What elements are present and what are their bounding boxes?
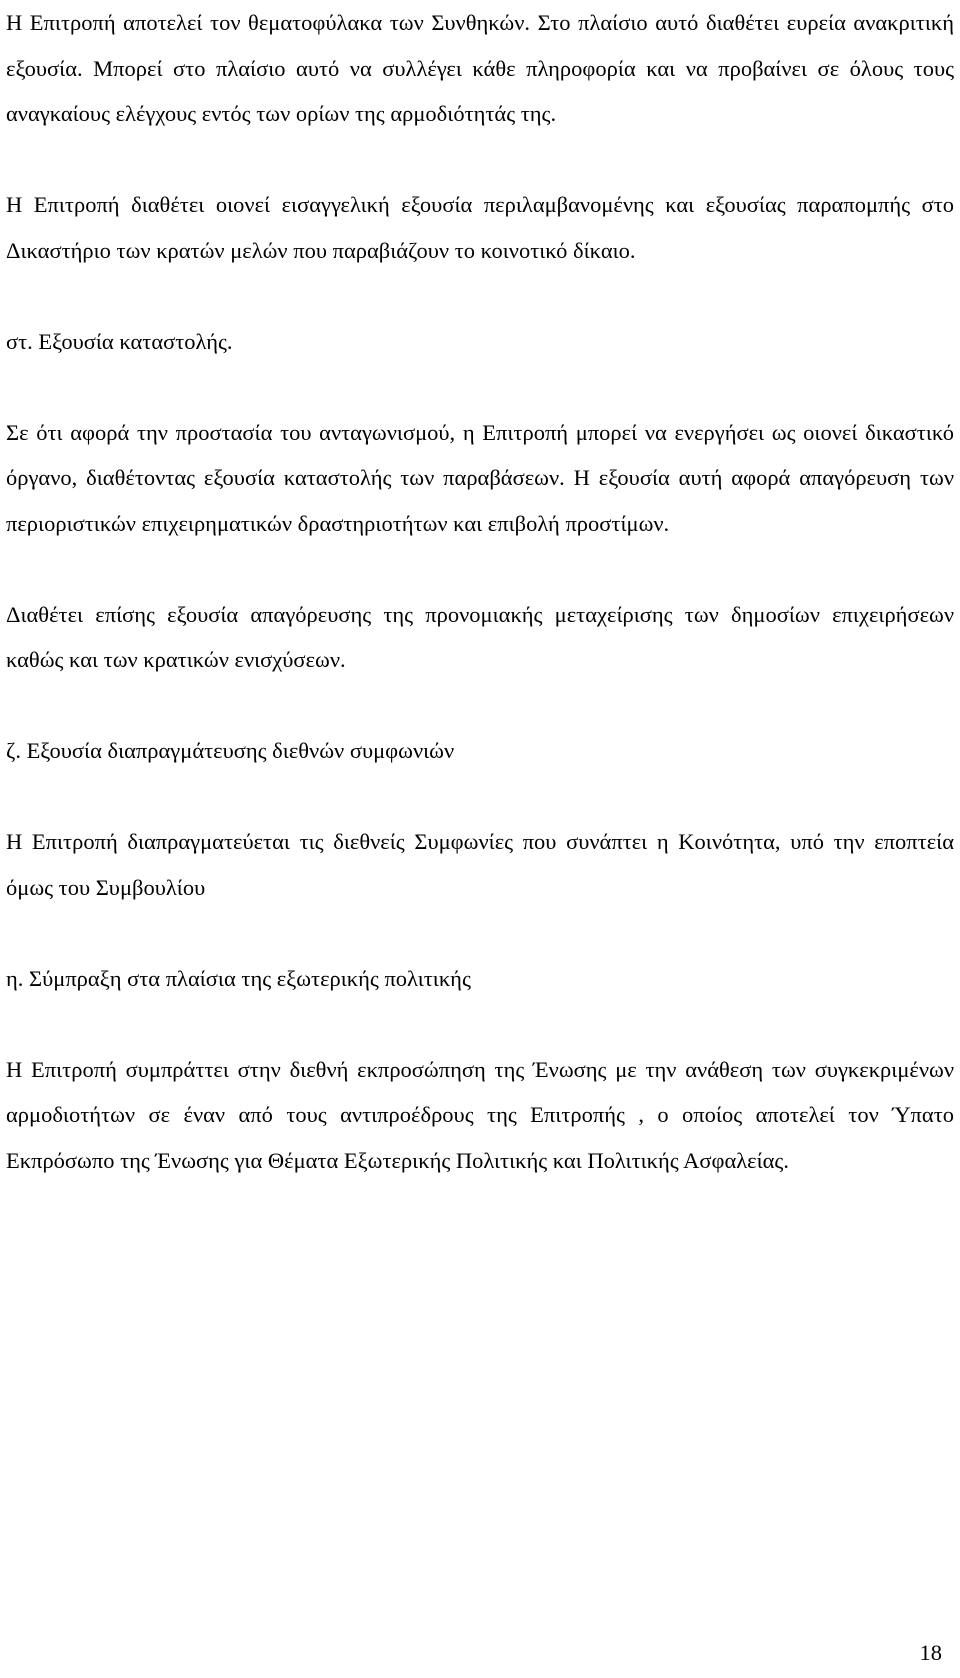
- paragraph-competition-protection: Σε ότι αφορά την προστασία του ανταγωνισμού, η Επιτροπή μπορεί να ενεργήσει ως οιονεί δικαστικό όργανο, διαθέτοντας εξουσία καταστολής των παραβάσεων. Η εξουσία αυτή αφορά απαγόρευση των περιοριστικών επιχειρηματικών δραστηριοτήτων και επιβολή προστίμων.: [6, 419, 954, 536]
- section-heading-negotiation-power: ζ. Εξουσία διαπραγμάτευσης διεθνών συμφωνιών: [6, 738, 455, 763]
- paragraph-spacer: [6, 774, 954, 820]
- paragraph-spacer: [6, 683, 954, 729]
- page-number: 18: [919, 1640, 942, 1665]
- section-heading-suppression-power: στ. Εξουσία καταστολής.: [6, 328, 233, 354]
- paragraph-spacer: [6, 1001, 954, 1047]
- paragraph-prosecutorial-power: Η Επιτροπή διαθέτει οιονεί εισαγγελική εξουσία περιλαμβανομένης και εξουσίας παραπομπής στο Δικαστήριο των κρατών μελών που παραβιάζουν το κοινοτικό δίκαιο.: [6, 192, 954, 263]
- paragraph-commission-guardian: Η Επιτροπή αποτελεί τον θεματοφύλακα των Συνθηκών. Στο πλαίσιο αυτό διαθέτει ευρεία ανακριτική εξουσία. Μπορεί στο πλαίσιο αυτό να συλλέγει κάθε πληροφορία και να προβαίνει σε όλους τους αναγκαίους ελέγχους εντός των ορίων της αρμοδιότητάς της.: [6, 10, 954, 126]
- section-heading-foreign-policy: η. Σύμπραξη στα πλαίσια της εξωτερικής πολιτικής: [6, 965, 471, 991]
- paragraph-international-agreements: Η Επιτροπή διαπραγματεύεται τις διεθνείς Συμφωνίες που συνάπτει η Κοινότητα, υπό την εποπτεία όμως του Συμβουλίου: [6, 829, 954, 900]
- paragraph-spacer: [6, 546, 954, 592]
- paragraph-spacer: [6, 364, 954, 410]
- paragraph-spacer: [6, 137, 954, 183]
- paragraph-state-aid: Διαθέτει επίσης εξουσία απαγόρευσης της προνομιακής μεταχείρισης των δημοσίων επιχειρήσεων καθώς και των κρατικών ενισχύσεων.: [6, 601, 954, 672]
- paragraph-spacer: [6, 273, 954, 319]
- document-page: [6, 0, 954, 1183]
- paragraph-spacer: [6, 910, 954, 956]
- paragraph-high-representative: Η Επιτροπή συμπράττει στην διεθνή εκπροσώπηση της Ένωσης με την ανάθεση των συγκεκριμένων αρμοδιοτήτων σε έναν από τους αντιπροέδρους της Επιτροπής , ο οποίος αποτελεί τον Ύπατο Εκπρόσωπο της Ένωσης για Θέματα Εξωτερικής Πολιτικής και Πολιτικής Ασφαλείας.: [6, 1056, 954, 1173]
